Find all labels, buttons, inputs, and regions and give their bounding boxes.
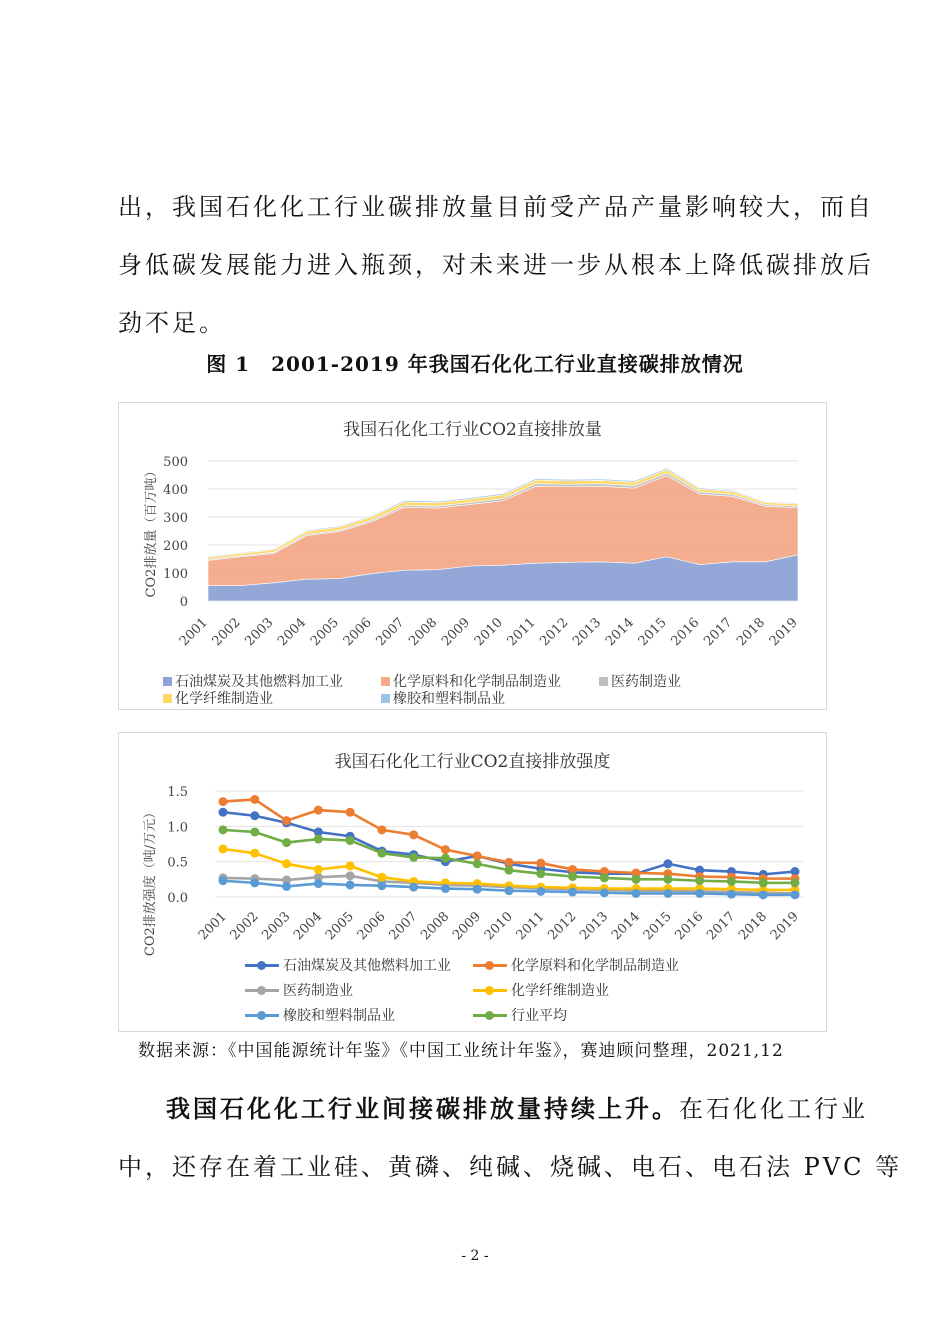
series-line	[223, 830, 795, 883]
data-point	[250, 811, 259, 820]
legend-label: 橡胶和塑料制品业	[393, 691, 505, 707]
legend-swatch	[381, 677, 390, 686]
data-point	[536, 869, 545, 878]
x-tick-label: 2002	[209, 615, 244, 650]
paragraph-1	[118, 178, 874, 352]
y-tick-label: 0	[179, 595, 188, 610]
data-point	[219, 844, 228, 853]
data-point	[219, 797, 228, 806]
x-tick-label: 2010	[471, 615, 506, 650]
data-point	[346, 871, 355, 880]
x-tick-label: 2004	[275, 615, 310, 650]
data-point	[727, 890, 736, 899]
data-point	[282, 859, 291, 868]
x-tick-label: 2005	[307, 615, 342, 650]
data-point	[505, 858, 514, 867]
data-point	[536, 859, 545, 868]
legend-line	[245, 964, 279, 967]
x-tick-label: 2014	[608, 909, 643, 944]
paragraph-line	[118, 1080, 868, 1138]
legend-item	[163, 688, 273, 708]
y-tick-label: 1.5	[167, 785, 188, 800]
data-point	[282, 816, 291, 825]
data-point	[727, 877, 736, 886]
data-point	[473, 852, 482, 861]
y-tick-label: 200	[163, 539, 188, 554]
x-tick-label: 2009	[450, 909, 485, 944]
y-tick-label: 1.0	[167, 820, 188, 836]
data-point	[695, 889, 704, 898]
x-tick-label: 2008	[406, 615, 441, 650]
chart-title: 我国石化化工行业CO2直接排放量	[343, 420, 602, 440]
y-axis-label: CO2排放量（百万吨）	[144, 464, 159, 598]
data-point	[409, 830, 418, 839]
data-point	[441, 854, 450, 863]
legend-swatch	[599, 677, 608, 686]
legend-label: 石油煤炭及其他燃料加工业	[283, 958, 451, 974]
legend-label: 化学纤维制造业	[175, 691, 273, 707]
x-tick-label: 2007	[373, 615, 408, 650]
legend-item	[245, 980, 353, 1000]
y-tick-label: 400	[163, 483, 188, 498]
legend-line	[245, 989, 279, 992]
x-tick-label: 2017	[701, 615, 736, 650]
figure-title: 图 1 2001-2019 年我国石化化工行业直接碳排放情况	[206, 352, 744, 376]
data-point	[314, 879, 323, 888]
data-point	[791, 878, 800, 887]
data-point	[314, 835, 323, 844]
y-axis-label: CO2排放强度（吨/万元）	[143, 805, 158, 957]
x-tick-label: 2008	[418, 909, 453, 944]
x-tick-label: 2009	[439, 615, 474, 650]
x-tick-label: 2011	[513, 909, 548, 944]
data-point	[282, 882, 291, 891]
data-point	[663, 875, 672, 884]
legend-line	[473, 964, 507, 967]
data-point	[314, 865, 323, 874]
legend-label: 橡胶和塑料制品业	[283, 1008, 395, 1024]
x-tick-label: 2001	[176, 615, 211, 650]
x-tick-label: 2018	[734, 615, 769, 650]
page-number: - 2 -	[461, 1248, 489, 1264]
legend-label: 行业平均	[511, 1008, 567, 1024]
legend-line	[473, 989, 507, 992]
legend-item	[473, 980, 609, 1000]
x-tick-label: 2017	[704, 909, 739, 944]
chart-panel-intensity	[118, 732, 827, 1032]
data-point	[250, 827, 259, 836]
legend-label: 医药制造业	[611, 674, 681, 690]
data-point	[473, 885, 482, 894]
data-point	[219, 808, 228, 817]
x-tick-label: 2004	[291, 909, 326, 944]
x-tick-label: 2003	[259, 909, 294, 944]
chart-panel-emissions	[118, 402, 827, 710]
paragraph-2	[118, 1080, 903, 1196]
legend-swatch	[381, 694, 390, 703]
data-point	[632, 875, 641, 884]
y-tick-label: 0.0	[167, 891, 188, 906]
data-point	[441, 884, 450, 893]
legend-item	[245, 955, 451, 975]
x-tick-label: 2019	[767, 909, 802, 944]
data-point	[377, 881, 386, 890]
data-point	[473, 859, 482, 868]
legend-label: 医药制造业	[283, 983, 353, 999]
data-point	[377, 825, 386, 834]
data-point	[346, 808, 355, 817]
x-tick-label: 2015	[635, 615, 670, 650]
data-point	[219, 825, 228, 834]
paragraph-line: 中，还存在着工业硅、黄磷、纯碱、烧碱、电石、电石法 PVC 等	[118, 1153, 903, 1181]
y-tick-label: 300	[163, 511, 188, 526]
data-point	[663, 859, 672, 868]
x-tick-label: 2019	[766, 615, 801, 650]
legend-item	[473, 1005, 567, 1025]
data-point	[536, 887, 545, 896]
x-tick-label: 2010	[481, 909, 516, 944]
x-tick-label: 2011	[504, 615, 539, 650]
legend-label: 石油煤炭及其他燃料加工业	[175, 674, 343, 690]
legend-line	[473, 1014, 507, 1017]
x-tick-label: 2016	[668, 615, 703, 650]
data-point	[282, 838, 291, 847]
data-point	[441, 845, 450, 854]
legend-swatch	[163, 677, 172, 686]
bold-lead: 我国石化化工行业间接碳排放量持续上升。	[166, 1094, 679, 1123]
x-tick-label: 2001	[195, 909, 230, 944]
data-point	[409, 853, 418, 862]
data-point	[250, 849, 259, 858]
data-point	[377, 849, 386, 858]
x-tick-label: 2007	[386, 909, 421, 944]
data-point	[314, 806, 323, 815]
legend-label: 化学纤维制造业	[511, 983, 609, 999]
data-point	[791, 890, 800, 899]
paragraph-line: 劲不足。	[118, 309, 226, 337]
x-tick-label: 2005	[322, 909, 357, 944]
legend-label: 化学原料和化学制品制造业	[393, 674, 561, 690]
x-tick-label: 2013	[570, 615, 605, 650]
data-point	[250, 878, 259, 887]
x-tick-label: 2002	[227, 909, 262, 944]
paragraph-text: 在石化化工行业	[679, 1095, 868, 1123]
legend-item	[599, 671, 681, 691]
x-tick-label: 2014	[602, 615, 637, 650]
data-point	[219, 876, 228, 885]
data-point	[505, 866, 514, 875]
data-point	[346, 836, 355, 845]
x-tick-label: 2013	[577, 909, 612, 944]
data-point	[663, 889, 672, 898]
data-source-note: 数据来源：《中国能源统计年鉴》《中国工业统计年鉴》，赛迪顾问整理，2021,12	[138, 1041, 784, 1061]
x-tick-label: 2018	[736, 909, 771, 944]
legend-item	[245, 1005, 395, 1025]
data-point	[600, 873, 609, 882]
data-point	[346, 880, 355, 889]
legend-item	[381, 688, 505, 708]
area-chart	[119, 403, 826, 709]
x-tick-label: 2006	[354, 909, 389, 944]
paragraph-line: 出，我国石化化工行业碳排放量目前受产品产量影响较大，而自	[118, 193, 874, 221]
data-point	[759, 890, 768, 899]
legend-line	[245, 1014, 279, 1017]
y-tick-label: 500	[163, 455, 188, 470]
y-tick-label: 0.5	[167, 855, 188, 871]
x-tick-label: 2016	[672, 909, 707, 944]
data-point	[632, 889, 641, 898]
data-point	[409, 883, 418, 892]
paragraph-line: 身低碳发展能力进入瓶颈，对未来进一步从根本上降低碳排放后	[118, 251, 874, 279]
data-point	[568, 872, 577, 881]
x-tick-label: 2006	[340, 615, 375, 650]
data-point	[568, 888, 577, 897]
data-point	[250, 795, 259, 804]
x-tick-label: 2012	[537, 615, 572, 650]
data-point	[759, 878, 768, 887]
data-point	[346, 861, 355, 870]
x-tick-label: 2015	[640, 909, 675, 944]
data-point	[695, 876, 704, 885]
x-tick-label: 2003	[242, 615, 277, 650]
data-point	[505, 886, 514, 895]
y-tick-label: 100	[163, 567, 188, 582]
legend-label: 化学原料和化学制品制造业	[511, 958, 679, 974]
legend-swatch	[163, 694, 172, 703]
legend-item	[473, 955, 679, 975]
data-point	[600, 888, 609, 897]
chart-title: 我国石化化工行业CO2直接排放强度	[334, 752, 611, 772]
data-point	[377, 873, 386, 882]
x-tick-label: 2012	[545, 909, 580, 944]
